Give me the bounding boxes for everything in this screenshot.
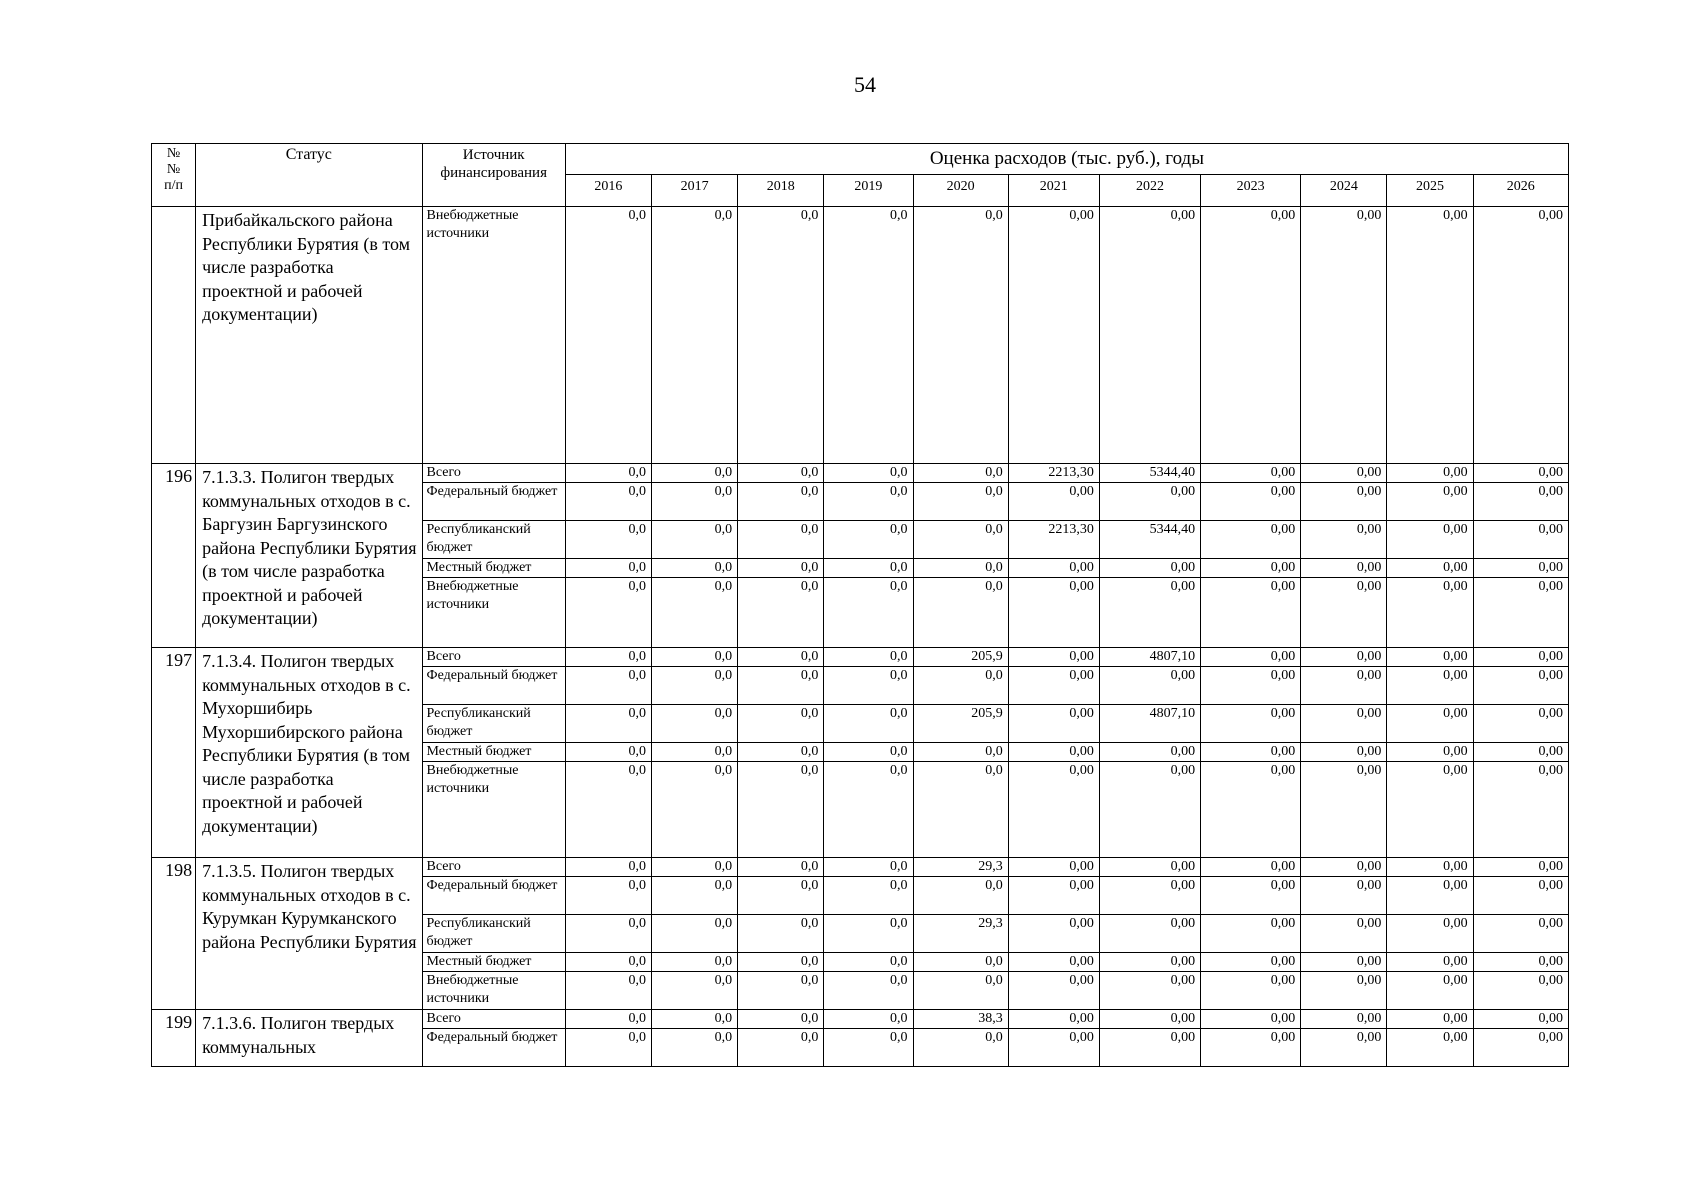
value-cell: 0,0 bbox=[824, 667, 913, 705]
value-cell: 0,0 bbox=[738, 207, 824, 464]
value-cell: 0,0 bbox=[824, 559, 913, 578]
funding-source-cell: Республиканский бюджет bbox=[422, 915, 565, 953]
value-cell: 0,00 bbox=[1301, 559, 1387, 578]
value-cell: 0,00 bbox=[1008, 578, 1099, 648]
value-cell: 0,0 bbox=[824, 207, 913, 464]
value-cell: 0,00 bbox=[1099, 762, 1200, 858]
value-cell: 0,00 bbox=[1301, 762, 1387, 858]
value-cell: 0,00 bbox=[1201, 667, 1301, 705]
value-cell: 0,00 bbox=[1387, 1010, 1473, 1029]
header-year: 2024 bbox=[1301, 175, 1387, 207]
value-cell: 0,00 bbox=[1473, 578, 1568, 648]
status-cell: Прибайкальского района Республики Бурятия (в том числе разработка проектной и рабочей документации) bbox=[196, 207, 422, 464]
value-cell: 0,00 bbox=[1473, 521, 1568, 559]
value-cell: 0,00 bbox=[1099, 559, 1200, 578]
header-row-number-line: п/п bbox=[164, 178, 183, 193]
value-cell: 0,0 bbox=[651, 207, 737, 464]
value-cell: 0,00 bbox=[1201, 207, 1301, 464]
value-cell: 29,3 bbox=[913, 915, 1008, 953]
value-cell: 0,0 bbox=[913, 762, 1008, 858]
value-cell: 0,0 bbox=[651, 648, 737, 667]
value-cell: 0,0 bbox=[565, 667, 651, 705]
funding-source-cell: Внебюджетные источники bbox=[422, 578, 565, 648]
value-cell: 0,00 bbox=[1387, 972, 1473, 1010]
header-funding-source: Источник финансирования bbox=[422, 144, 565, 207]
table-body bbox=[152, 207, 1569, 1067]
value-cell: 0,00 bbox=[1099, 858, 1200, 877]
value-cell: 0,0 bbox=[913, 521, 1008, 559]
value-cell: 0,00 bbox=[1008, 972, 1099, 1010]
value-cell: 0,0 bbox=[738, 483, 824, 521]
value-cell: 2213,30 bbox=[1008, 464, 1099, 483]
value-cell: 0,00 bbox=[1201, 464, 1301, 483]
value-cell: 0,00 bbox=[1473, 559, 1568, 578]
value-cell: 0,00 bbox=[1473, 762, 1568, 858]
value-cell: 0,0 bbox=[565, 521, 651, 559]
value-cell: 0,00 bbox=[1301, 464, 1387, 483]
value-cell: 0,0 bbox=[565, 858, 651, 877]
value-cell: 0,00 bbox=[1387, 464, 1473, 483]
value-cell: 0,00 bbox=[1008, 483, 1099, 521]
value-cell: 0,00 bbox=[1387, 483, 1473, 521]
value-cell: 0,0 bbox=[651, 1010, 737, 1029]
funding-source-cell: Внебюджетные источники bbox=[422, 762, 565, 858]
funding-source-cell: Федеральный бюджет bbox=[422, 1029, 565, 1067]
value-cell: 0,00 bbox=[1473, 464, 1568, 483]
row-number: 196 bbox=[152, 464, 196, 648]
value-cell: 0,00 bbox=[1301, 578, 1387, 648]
value-cell: 2213,30 bbox=[1008, 521, 1099, 559]
value-cell: 0,0 bbox=[565, 483, 651, 521]
value-cell: 0,0 bbox=[913, 667, 1008, 705]
value-cell: 0,00 bbox=[1387, 953, 1473, 972]
status-cell: 7.1.3.4. Полигон твердых коммунальных отходов в с. Мухоршибирь Мухоршибирского района Республики Бурятия (в том числе разработка проектной и рабочей документации) bbox=[196, 648, 422, 858]
value-cell: 0,00 bbox=[1473, 915, 1568, 953]
value-cell: 0,0 bbox=[565, 705, 651, 743]
value-cell: 0,00 bbox=[1301, 648, 1387, 667]
header-year: 2019 bbox=[824, 175, 913, 207]
value-cell: 0,00 bbox=[1387, 559, 1473, 578]
value-cell: 0,00 bbox=[1099, 207, 1200, 464]
value-cell: 0,00 bbox=[1099, 915, 1200, 953]
value-cell: 0,0 bbox=[824, 953, 913, 972]
funding-source-cell: Федеральный бюджет bbox=[422, 667, 565, 705]
value-cell: 0,0 bbox=[651, 858, 737, 877]
value-cell: 0,00 bbox=[1387, 705, 1473, 743]
header-year: 2020 bbox=[913, 175, 1008, 207]
header-row-number bbox=[152, 144, 196, 207]
value-cell: 205,9 bbox=[913, 705, 1008, 743]
value-cell: 0,00 bbox=[1008, 953, 1099, 972]
value-cell: 0,00 bbox=[1099, 877, 1200, 915]
value-cell: 0,00 bbox=[1387, 667, 1473, 705]
value-cell: 0,0 bbox=[824, 483, 913, 521]
value-cell: 0,0 bbox=[824, 1010, 913, 1029]
funding-source-cell: Республиканский бюджет bbox=[422, 705, 565, 743]
row-number bbox=[152, 207, 196, 464]
value-cell: 0,0 bbox=[913, 972, 1008, 1010]
value-cell: 0,0 bbox=[565, 972, 651, 1010]
value-cell: 0,00 bbox=[1387, 521, 1473, 559]
funding-source-cell: Всего bbox=[422, 648, 565, 667]
row-number: 198 bbox=[152, 858, 196, 1010]
value-cell: 0,0 bbox=[913, 207, 1008, 464]
value-cell: 0,0 bbox=[738, 1010, 824, 1029]
value-cell: 0,0 bbox=[824, 858, 913, 877]
funding-source-cell: Всего bbox=[422, 464, 565, 483]
header-year: 2017 bbox=[651, 175, 737, 207]
value-cell: 0,00 bbox=[1201, 1010, 1301, 1029]
value-cell: 38,3 bbox=[913, 1010, 1008, 1029]
value-cell: 0,00 bbox=[1301, 1029, 1387, 1067]
value-cell: 0,00 bbox=[1473, 667, 1568, 705]
value-cell: 0,00 bbox=[1473, 972, 1568, 1010]
funding-source-cell: Местный бюджет bbox=[422, 559, 565, 578]
funding-source-cell: Всего bbox=[422, 858, 565, 877]
value-cell: 0,00 bbox=[1473, 953, 1568, 972]
funding-source-cell: Республиканский бюджет bbox=[422, 521, 565, 559]
value-cell: 0,0 bbox=[565, 1010, 651, 1029]
budget-table bbox=[151, 143, 1569, 1067]
value-cell: 0,00 bbox=[1201, 877, 1301, 915]
value-cell: 0,00 bbox=[1387, 858, 1473, 877]
value-cell: 0,00 bbox=[1201, 1029, 1301, 1067]
value-cell: 0,00 bbox=[1473, 705, 1568, 743]
value-cell: 0,00 bbox=[1301, 207, 1387, 464]
funding-source-cell: Местный бюджет bbox=[422, 953, 565, 972]
value-cell: 0,0 bbox=[565, 743, 651, 762]
value-cell: 0,00 bbox=[1099, 1010, 1200, 1029]
header-status: Статус bbox=[196, 144, 422, 207]
value-cell: 0,0 bbox=[824, 648, 913, 667]
value-cell: 0,0 bbox=[913, 953, 1008, 972]
value-cell: 0,0 bbox=[565, 464, 651, 483]
value-cell: 0,0 bbox=[565, 648, 651, 667]
value-cell: 0,00 bbox=[1008, 648, 1099, 667]
value-cell: 0,00 bbox=[1008, 1010, 1099, 1029]
header-year: 2023 bbox=[1201, 175, 1301, 207]
value-cell: 0,00 bbox=[1008, 667, 1099, 705]
value-cell: 0,00 bbox=[1008, 858, 1099, 877]
value-cell: 0,0 bbox=[565, 559, 651, 578]
header-row-number-line: № bbox=[166, 146, 181, 161]
value-cell: 0,00 bbox=[1473, 483, 1568, 521]
value-cell: 0,0 bbox=[913, 1029, 1008, 1067]
value-cell: 0,00 bbox=[1008, 705, 1099, 743]
value-cell: 0,00 bbox=[1473, 648, 1568, 667]
funding-source-cell: Внебюджетные источники bbox=[422, 207, 565, 464]
value-cell: 0,0 bbox=[651, 953, 737, 972]
value-cell: 0,0 bbox=[913, 578, 1008, 648]
header-year: 2021 bbox=[1008, 175, 1099, 207]
value-cell: 0,0 bbox=[651, 559, 737, 578]
value-cell: 0,00 bbox=[1473, 1029, 1568, 1067]
value-cell: 0,0 bbox=[738, 953, 824, 972]
value-cell: 0,00 bbox=[1301, 972, 1387, 1010]
table-row bbox=[152, 207, 1569, 464]
header-year: 2025 bbox=[1387, 175, 1473, 207]
value-cell: 0,00 bbox=[1099, 953, 1200, 972]
funding-source-cell: Внебюджетные источники bbox=[422, 972, 565, 1010]
value-cell: 0,0 bbox=[824, 915, 913, 953]
value-cell: 0,00 bbox=[1301, 521, 1387, 559]
value-cell: 0,00 bbox=[1201, 953, 1301, 972]
status-cell: 7.1.3.5. Полигон твердых коммунальных отходов в с. Курумкан Курумканского района Республики Бурятия bbox=[196, 858, 422, 1010]
value-cell: 0,0 bbox=[738, 667, 824, 705]
value-cell: 0,00 bbox=[1473, 877, 1568, 915]
value-cell: 0,0 bbox=[913, 743, 1008, 762]
value-cell: 0,0 bbox=[738, 762, 824, 858]
value-cell: 0,0 bbox=[824, 578, 913, 648]
value-cell: 0,0 bbox=[565, 762, 651, 858]
value-cell: 0,0 bbox=[824, 762, 913, 858]
value-cell: 0,00 bbox=[1099, 743, 1200, 762]
value-cell: 0,0 bbox=[738, 1029, 824, 1067]
value-cell: 0,0 bbox=[651, 972, 737, 1010]
value-cell: 0,00 bbox=[1301, 858, 1387, 877]
value-cell: 0,0 bbox=[738, 743, 824, 762]
value-cell: 0,0 bbox=[913, 559, 1008, 578]
value-cell: 0,0 bbox=[565, 953, 651, 972]
value-cell: 0,00 bbox=[1301, 705, 1387, 743]
header-row-number-line: № bbox=[166, 162, 181, 177]
value-cell: 0,00 bbox=[1099, 1029, 1200, 1067]
value-cell: 0,0 bbox=[738, 972, 824, 1010]
value-cell: 0,0 bbox=[738, 648, 824, 667]
value-cell: 0,0 bbox=[565, 915, 651, 953]
value-cell: 0,0 bbox=[738, 915, 824, 953]
value-cell: 0,00 bbox=[1387, 207, 1473, 464]
value-cell: 0,00 bbox=[1301, 743, 1387, 762]
funding-source-cell: Местный бюджет bbox=[422, 743, 565, 762]
value-cell: 0,0 bbox=[651, 743, 737, 762]
value-cell: 0,0 bbox=[651, 483, 737, 521]
header-year: 2016 bbox=[565, 175, 651, 207]
value-cell: 0,00 bbox=[1008, 915, 1099, 953]
value-cell: 0,0 bbox=[651, 1029, 737, 1067]
value-cell: 0,0 bbox=[651, 464, 737, 483]
value-cell: 0,00 bbox=[1201, 915, 1301, 953]
value-cell: 0,00 bbox=[1473, 1010, 1568, 1029]
value-cell: 0,00 bbox=[1201, 762, 1301, 858]
value-cell: 0,00 bbox=[1099, 578, 1200, 648]
value-cell: 0,0 bbox=[651, 877, 737, 915]
value-cell: 0,00 bbox=[1201, 743, 1301, 762]
value-cell: 0,0 bbox=[913, 464, 1008, 483]
value-cell: 0,00 bbox=[1201, 559, 1301, 578]
value-cell: 0,0 bbox=[651, 705, 737, 743]
value-cell: 0,00 bbox=[1301, 667, 1387, 705]
table-row bbox=[152, 1010, 1569, 1029]
value-cell: 5344,40 bbox=[1099, 521, 1200, 559]
value-cell: 0,00 bbox=[1008, 559, 1099, 578]
value-cell: 29,3 bbox=[913, 858, 1008, 877]
value-cell: 0,0 bbox=[824, 464, 913, 483]
value-cell: 0,00 bbox=[1008, 1029, 1099, 1067]
value-cell: 0,0 bbox=[651, 762, 737, 858]
row-number: 199 bbox=[152, 1010, 196, 1067]
table-row bbox=[152, 648, 1569, 667]
value-cell: 0,00 bbox=[1387, 1029, 1473, 1067]
value-cell: 0,00 bbox=[1008, 877, 1099, 915]
value-cell: 4807,10 bbox=[1099, 648, 1200, 667]
header-year: 2018 bbox=[738, 175, 824, 207]
value-cell: 0,00 bbox=[1301, 915, 1387, 953]
value-cell: 0,0 bbox=[651, 667, 737, 705]
funding-source-cell: Федеральный бюджет bbox=[422, 483, 565, 521]
value-cell: 0,0 bbox=[651, 578, 737, 648]
value-cell: 0,00 bbox=[1473, 207, 1568, 464]
value-cell: 0,0 bbox=[565, 578, 651, 648]
table-row bbox=[152, 858, 1569, 877]
value-cell: 0,00 bbox=[1473, 743, 1568, 762]
table-header bbox=[152, 144, 1569, 207]
value-cell: 0,0 bbox=[565, 877, 651, 915]
value-cell: 0,00 bbox=[1387, 578, 1473, 648]
value-cell: 0,0 bbox=[651, 915, 737, 953]
page-number: 54 bbox=[854, 72, 876, 97]
value-cell: 0,0 bbox=[565, 1029, 651, 1067]
value-cell: 205,9 bbox=[913, 648, 1008, 667]
value-cell: 0,00 bbox=[1301, 483, 1387, 521]
value-cell: 0,0 bbox=[824, 743, 913, 762]
value-cell: 0,00 bbox=[1099, 667, 1200, 705]
funding-source-cell: Всего bbox=[422, 1010, 565, 1029]
value-cell: 0,00 bbox=[1201, 705, 1301, 743]
value-cell: 0,0 bbox=[738, 559, 824, 578]
value-cell: 0,00 bbox=[1201, 858, 1301, 877]
value-cell: 0,00 bbox=[1473, 858, 1568, 877]
value-cell: 0,0 bbox=[824, 521, 913, 559]
value-cell: 4807,10 bbox=[1099, 705, 1200, 743]
value-cell: 0,0 bbox=[738, 877, 824, 915]
value-cell: 0,0 bbox=[738, 464, 824, 483]
header-expense-estimate: Оценка расходов (тыс. руб.), годы bbox=[565, 144, 1568, 175]
value-cell: 0,0 bbox=[738, 578, 824, 648]
value-cell: 0,00 bbox=[1301, 877, 1387, 915]
funding-source-cell: Федеральный бюджет bbox=[422, 877, 565, 915]
value-cell: 0,0 bbox=[824, 705, 913, 743]
value-cell: 0,0 bbox=[651, 521, 737, 559]
header-year: 2022 bbox=[1099, 175, 1200, 207]
status-cell: 7.1.3.3. Полигон твердых коммунальных отходов в с. Баргузин Баргузинского района Республики Бурятия (в том числе разработка проектной и рабочей документации) bbox=[196, 464, 422, 648]
value-cell: 0,0 bbox=[565, 207, 651, 464]
value-cell: 0,0 bbox=[738, 705, 824, 743]
value-cell: 0,0 bbox=[738, 858, 824, 877]
value-cell: 0,00 bbox=[1099, 483, 1200, 521]
value-cell: 0,00 bbox=[1387, 915, 1473, 953]
value-cell: 0,00 bbox=[1387, 743, 1473, 762]
status-cell: 7.1.3.6. Полигон твердых коммунальных bbox=[196, 1010, 422, 1067]
value-cell: 0,00 bbox=[1099, 972, 1200, 1010]
value-cell: 0,0 bbox=[913, 877, 1008, 915]
value-cell: 0,0 bbox=[738, 521, 824, 559]
value-cell: 0,00 bbox=[1008, 762, 1099, 858]
value-cell: 0,0 bbox=[824, 877, 913, 915]
table-row bbox=[152, 464, 1569, 483]
value-cell: 0,0 bbox=[824, 1029, 913, 1067]
header-year: 2026 bbox=[1473, 175, 1568, 207]
value-cell: 0,00 bbox=[1008, 207, 1099, 464]
value-cell: 0,00 bbox=[1387, 648, 1473, 667]
value-cell: 0,00 bbox=[1201, 521, 1301, 559]
value-cell: 5344,40 bbox=[1099, 464, 1200, 483]
value-cell: 0,00 bbox=[1008, 743, 1099, 762]
value-cell: 0,00 bbox=[1201, 578, 1301, 648]
row-number: 197 bbox=[152, 648, 196, 858]
value-cell: 0,0 bbox=[824, 972, 913, 1010]
value-cell: 0,00 bbox=[1201, 483, 1301, 521]
value-cell: 0,00 bbox=[1301, 953, 1387, 972]
value-cell: 0,00 bbox=[1201, 972, 1301, 1010]
value-cell: 0,0 bbox=[913, 483, 1008, 521]
value-cell: 0,00 bbox=[1387, 762, 1473, 858]
value-cell: 0,00 bbox=[1387, 877, 1473, 915]
value-cell: 0,00 bbox=[1201, 648, 1301, 667]
value-cell: 0,00 bbox=[1301, 1010, 1387, 1029]
